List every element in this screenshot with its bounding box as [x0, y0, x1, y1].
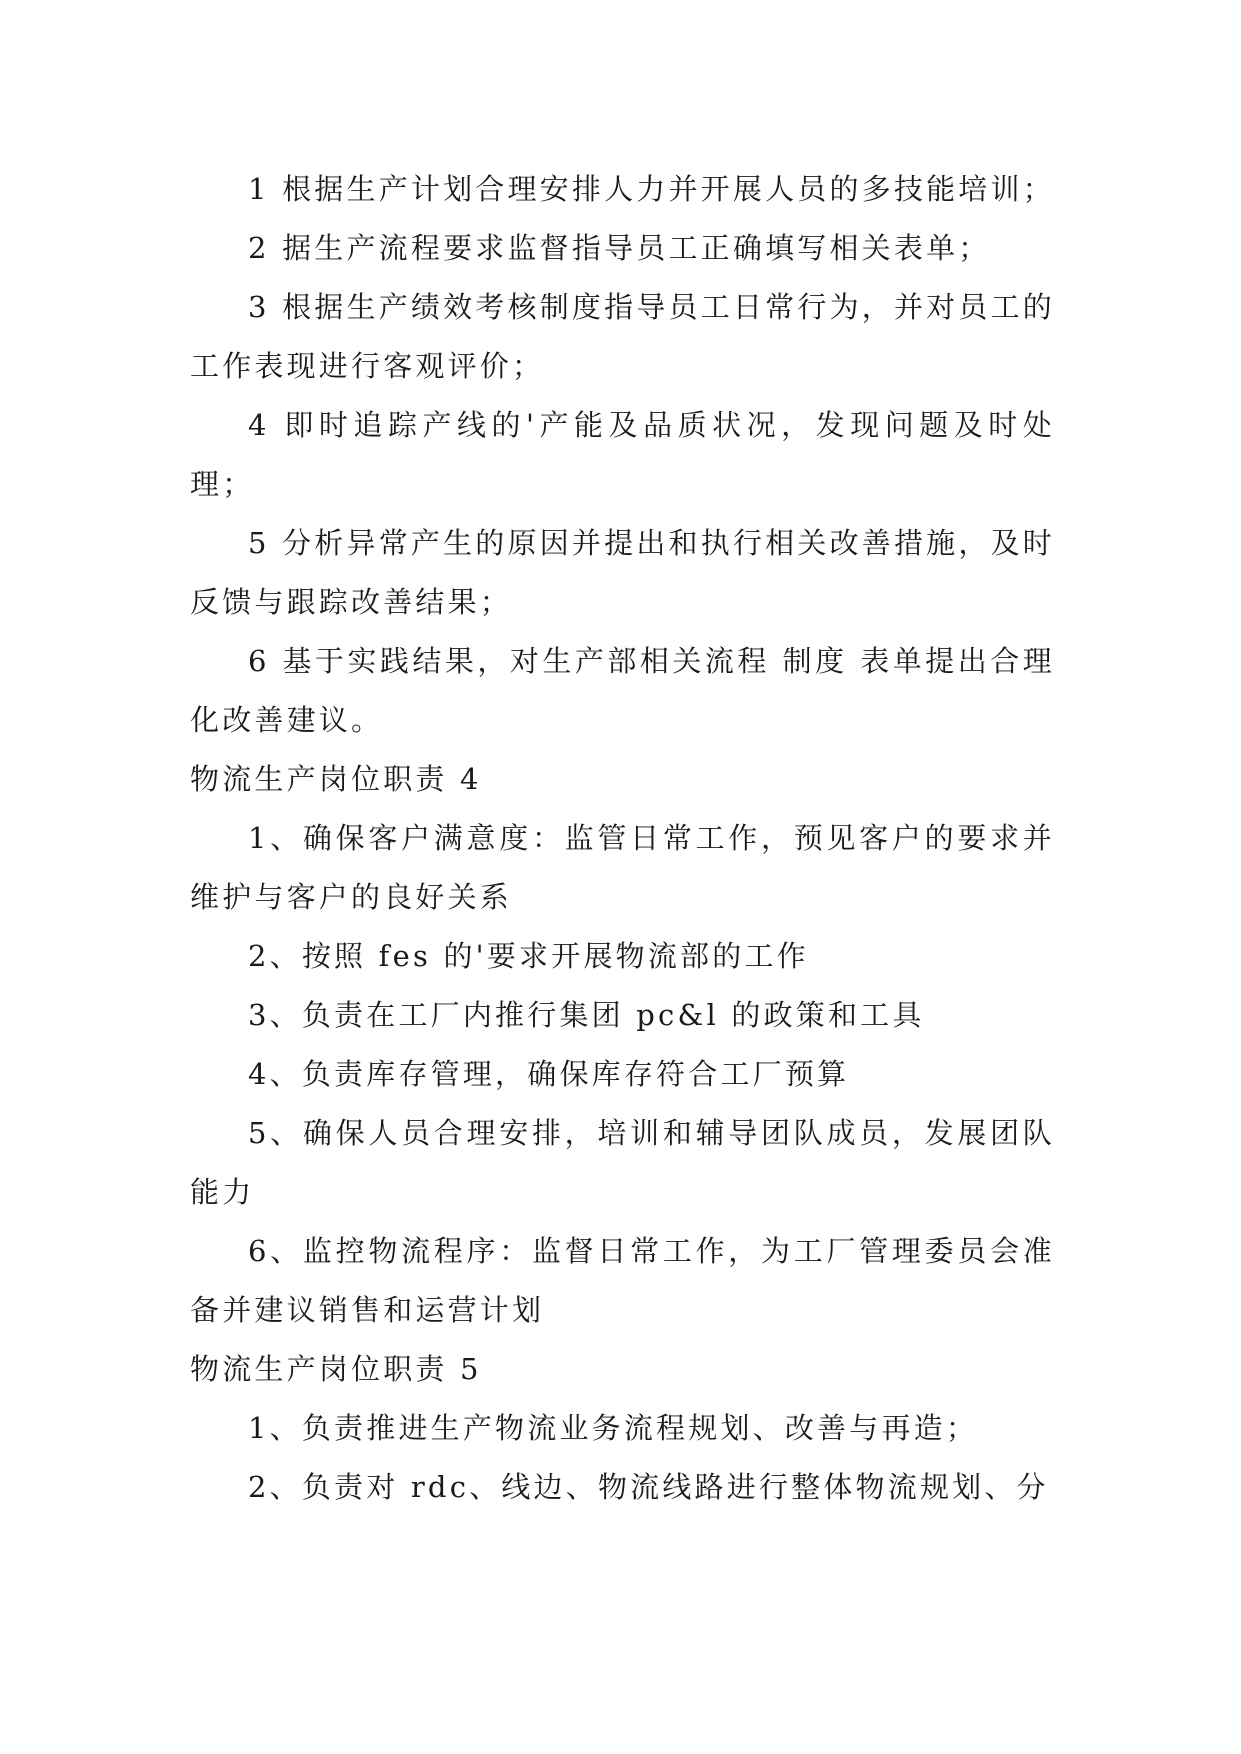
list-item: 4、负责库存管理，确保库存符合工厂预算 [248, 1057, 850, 1091]
list-item: 2 据生产流程要求监督指导员工正确填写相关表单； [248, 231, 991, 265]
list-item: 1、确保客户满意度：监管日常工作，预见客户的要求并维护与客户的良好关系 [190, 821, 1055, 914]
document-body [190, 160, 1055, 1517]
section-heading: 物流生产岗位职责 5 [190, 1352, 482, 1386]
list-item: 5、确保人员合理安排，培训和辅导团队成员，发展团队能力 [190, 1116, 1055, 1209]
list-item: 1 根据生产计划合理安排人力并开展人员的多技能培训； [248, 172, 1055, 206]
list-item: 2、负责对 rdc、线边、物流线路进行整体物流规划、分 [248, 1470, 1049, 1504]
list-item: 1、负责推进生产物流业务流程规划、改善与再造； [248, 1411, 979, 1445]
list-item: 6 基于实践结果，对生产部相关流程 制度 表单提出合理化改善建议。 [190, 644, 1055, 737]
list-item: 3 根据生产绩效考核制度指导员工日常行为，并对员工的工作表现进行客观评价； [190, 290, 1055, 383]
section-heading: 物流生产岗位职责 4 [190, 762, 482, 796]
list-item: 2、按照 fes 的'要求开展物流部的工作 [248, 939, 809, 973]
list-item: 4 即时追踪产线的'产能及品质状况，发现问题及时处理； [190, 408, 1055, 501]
list-item: 5 分析异常产生的原因并提出和执行相关改善措施，及时反馈与跟踪改善结果； [190, 526, 1055, 619]
list-item: 6、监控物流程序：监督日常工作，为工厂管理委员会准备并建议销售和运营计划 [190, 1234, 1055, 1327]
list-item: 3、负责在工厂内推行集团 pc&l 的政策和工具 [248, 998, 925, 1032]
